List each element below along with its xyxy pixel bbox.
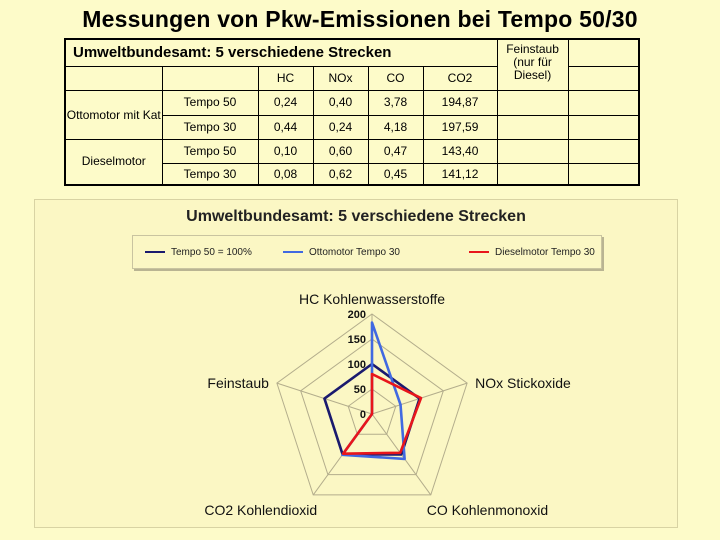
table-cell [568, 139, 639, 163]
column-header-co: CO [368, 66, 423, 90]
tick-label: 200 [347, 309, 366, 321]
value-cell: 0,40 [313, 91, 368, 115]
table-cell [497, 115, 568, 139]
value-cell: 0,60 [313, 139, 368, 163]
value-cell: 3,78 [368, 91, 423, 115]
table-cell [568, 39, 639, 66]
value-cell: 143,40 [423, 139, 497, 163]
table-cell [497, 139, 568, 163]
tick-label: 100 [347, 359, 366, 371]
legend-label: Dieselmotor Tempo 30 [495, 246, 595, 258]
radar-chart-panel [34, 199, 678, 528]
legend-label: Tempo 50 = 100% [171, 246, 252, 258]
value-cell: 197,59 [423, 115, 497, 139]
table-cell [65, 66, 162, 90]
speed-cell: Tempo 50 [162, 91, 258, 115]
group-label-ottomotor: Ottomotor mit Kat [65, 91, 162, 140]
value-cell: 0,24 [258, 91, 313, 115]
page-title: Messungen von Pkw-Emissionen bei Tempo 50/30 [82, 6, 638, 32]
column-header-hc: HC [258, 66, 313, 90]
axis-label: CO Kohlenmonoxid [426, 501, 549, 518]
table-cell [568, 115, 639, 139]
speed-cell: Tempo 30 [162, 164, 258, 185]
value-cell: 194,87 [423, 91, 497, 115]
table-cell [568, 91, 639, 115]
chart-title: Umweltbundesamt: 5 verschiedene Strecken [186, 208, 526, 225]
table-cell [497, 164, 568, 185]
column-header-co2: CO2 [423, 66, 497, 90]
group-label-dieselmotor: Dieselmotor [65, 139, 162, 185]
axis-label: CO2 Kohlendioxid [204, 501, 318, 518]
tick-label: 150 [347, 334, 366, 346]
radar-chart [35, 200, 679, 529]
value-cell: 0,44 [258, 115, 313, 139]
value-cell: 0,08 [258, 164, 313, 185]
table-row [65, 91, 639, 115]
value-cell: 4,18 [368, 115, 423, 139]
speed-cell: Tempo 30 [162, 115, 258, 139]
axis-label: NOx Stickoxide [475, 375, 571, 392]
table-cell [497, 91, 568, 115]
emissions-table [64, 38, 640, 186]
tick-label: 50 [353, 384, 366, 396]
table-cell [568, 66, 639, 90]
tick-label: 0 [359, 409, 366, 421]
table-cell [162, 66, 258, 90]
value-cell: 141,12 [423, 164, 497, 185]
table-row [65, 139, 639, 163]
legend-label: Ottomotor Tempo 30 [309, 246, 400, 258]
table-title: Umweltbundesamt: 5 verschiedene Strecken [65, 39, 497, 66]
axis-label: Feinstaub [207, 375, 269, 392]
axis-label: HC Kohlenwasserstoffe [298, 291, 446, 307]
value-cell: 0,10 [258, 139, 313, 163]
value-cell: 0,24 [313, 115, 368, 139]
value-cell: 0,45 [368, 164, 423, 185]
column-header-nox: NOx [313, 66, 368, 90]
feinstaub-header: Feinstaub (nur für Diesel) [497, 39, 568, 91]
value-cell: 0,62 [313, 164, 368, 185]
speed-cell: Tempo 50 [162, 139, 258, 163]
table-cell [568, 164, 639, 185]
value-cell: 0,47 [368, 139, 423, 163]
